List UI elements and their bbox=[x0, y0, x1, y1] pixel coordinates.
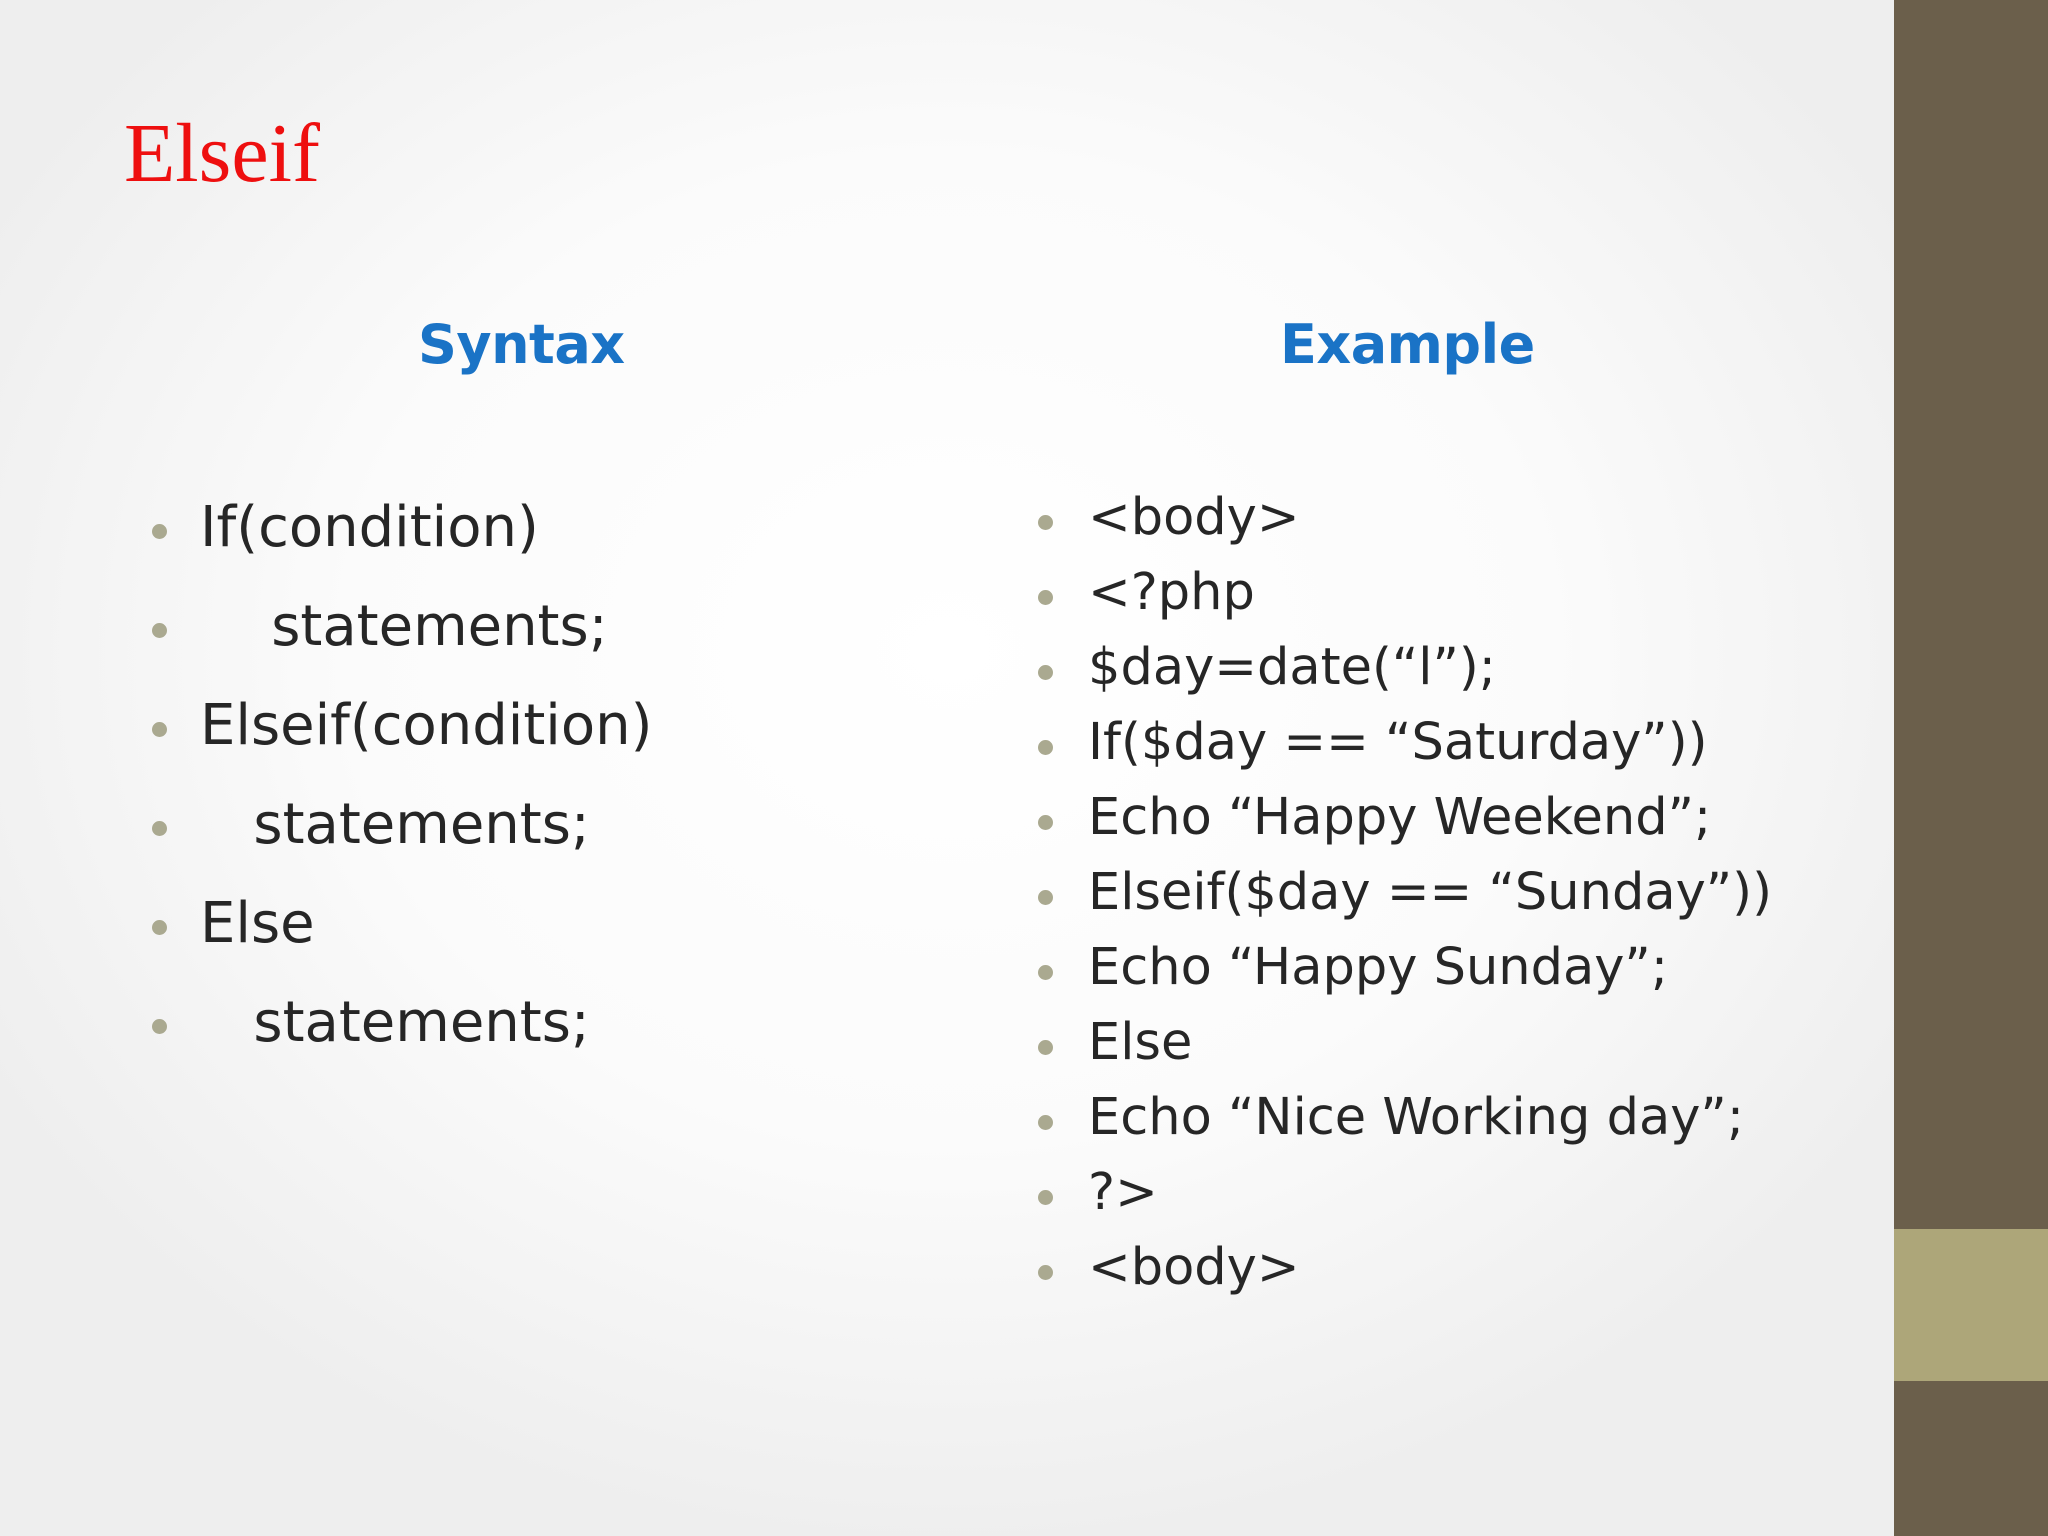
syntax-bullet-list bbox=[150, 495, 653, 1094]
list-item bbox=[150, 693, 653, 797]
list-item bbox=[1036, 863, 1772, 942]
list-item bbox=[1036, 1163, 1772, 1242]
syntax-line: Else bbox=[200, 891, 315, 956]
bullet-dot-icon bbox=[1038, 1190, 1053, 1205]
example-line: Echo “Happy Weekend”; bbox=[1088, 788, 1712, 847]
example-line: If($day == “Saturday”)) bbox=[1088, 713, 1708, 772]
list-item bbox=[150, 990, 652, 1094]
list-item bbox=[1036, 638, 1772, 717]
slide-title: Elseif bbox=[124, 107, 320, 200]
bullet-dot-icon bbox=[1038, 590, 1053, 605]
example-line: <body> bbox=[1088, 1238, 1300, 1297]
syntax-line: If(condition) bbox=[200, 495, 539, 560]
list-item bbox=[150, 594, 652, 698]
example-line: Echo “Nice Working day”; bbox=[1088, 1088, 1745, 1147]
example-line: Elseif($day == “Sunday”)) bbox=[1088, 863, 1772, 922]
list-item bbox=[1036, 563, 1772, 642]
example-line: <?php bbox=[1088, 563, 1255, 622]
bullet-dot-icon bbox=[152, 1019, 167, 1034]
list-item bbox=[1036, 713, 1772, 792]
list-item bbox=[1036, 1013, 1772, 1092]
bullet-dot-icon bbox=[1038, 815, 1053, 830]
bullet-dot-icon bbox=[152, 920, 167, 935]
sidebar-accent-block bbox=[1894, 1229, 2048, 1381]
list-item bbox=[1036, 488, 1772, 567]
bullet-dot-icon bbox=[152, 623, 167, 638]
bullet-dot-icon bbox=[152, 821, 167, 836]
bullet-dot-icon bbox=[1038, 740, 1053, 755]
bullet-dot-icon bbox=[152, 524, 167, 539]
list-item bbox=[1036, 938, 1772, 1017]
list-item bbox=[1036, 1088, 1772, 1167]
list-item bbox=[1036, 788, 1772, 867]
syntax-heading: Syntax bbox=[418, 313, 625, 376]
example-line: $day=date(“l”); bbox=[1088, 638, 1496, 697]
bullet-dot-icon bbox=[1038, 665, 1053, 680]
bullet-dot-icon bbox=[1038, 1040, 1053, 1055]
syntax-line: statements; bbox=[200, 792, 590, 857]
bullet-dot-icon bbox=[1038, 1115, 1053, 1130]
bullet-dot-icon bbox=[1038, 515, 1053, 530]
example-line: ?> bbox=[1088, 1163, 1158, 1222]
list-item bbox=[150, 495, 652, 599]
syntax-line: statements; bbox=[200, 990, 590, 1055]
list-item bbox=[1036, 1238, 1772, 1317]
list-item bbox=[150, 792, 652, 896]
example-line: Echo “Happy Sunday”; bbox=[1088, 938, 1669, 997]
list-item bbox=[150, 891, 652, 995]
syntax-line: Elseif(condition) bbox=[200, 693, 653, 758]
bullet-dot-icon bbox=[1038, 965, 1053, 980]
bullet-dot-icon bbox=[1038, 890, 1053, 905]
example-bullet-list bbox=[1036, 488, 1772, 1317]
example-line: <body> bbox=[1088, 488, 1300, 547]
bullet-dot-icon bbox=[1038, 1265, 1053, 1280]
decorative-sidebar bbox=[1894, 0, 2048, 1536]
example-heading: Example bbox=[1280, 313, 1535, 376]
syntax-line: statements; bbox=[200, 594, 608, 659]
bullet-dot-icon bbox=[152, 722, 167, 737]
example-line: Else bbox=[1088, 1013, 1193, 1072]
